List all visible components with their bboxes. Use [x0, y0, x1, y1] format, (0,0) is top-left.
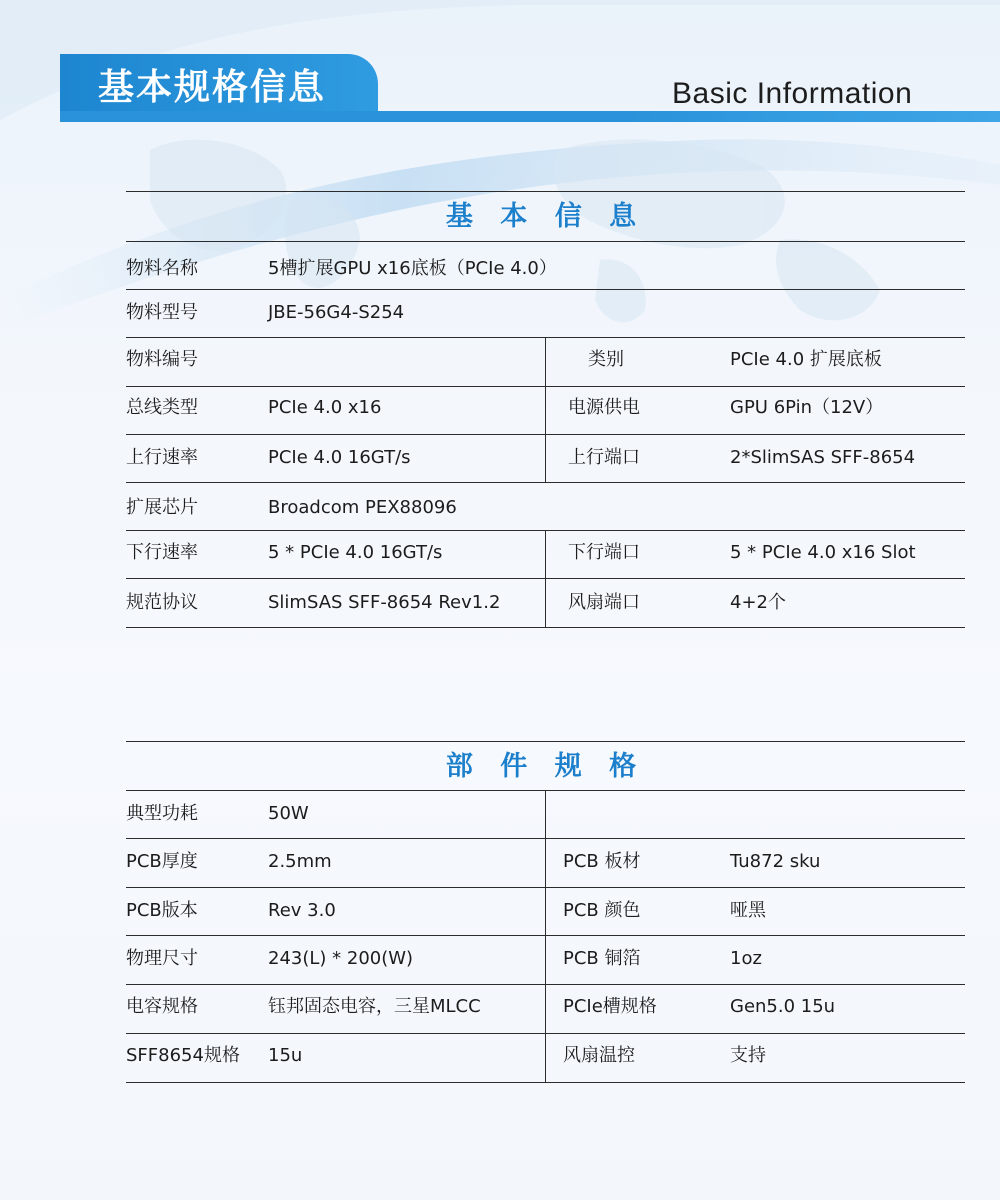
- row-label: 扩展芯片: [126, 497, 198, 518]
- row-value-2: Tu872 sku: [730, 851, 821, 872]
- row-value: 5 * PCIe 4.0 16GT/s: [268, 542, 443, 563]
- row-label: SFF8654规格: [126, 1045, 240, 1066]
- row-label-2: 风扇端口: [568, 592, 640, 613]
- row-value: 243(L) * 200(W): [268, 948, 414, 969]
- row-value: Rev 3.0: [268, 900, 336, 921]
- row-label-2: 类别: [588, 349, 624, 370]
- row-label: 电容规格: [126, 996, 198, 1017]
- page-title-cn: 基本规格信息: [98, 67, 327, 108]
- row-value-2: 2*SlimSAS SFF-8654: [730, 447, 916, 468]
- row-value-2: PCIe 4.0 扩展底板: [730, 349, 882, 370]
- row-value-2: 1oz: [730, 948, 762, 969]
- row-value-2: GPU 6Pin（12V）: [730, 397, 884, 418]
- row-label-2: 风扇温控: [563, 1045, 635, 1066]
- table-rule: [126, 741, 965, 742]
- row-label: 下行速率: [126, 542, 198, 563]
- table-rule: [126, 191, 965, 192]
- parts-section-title: 部 件 规 格: [445, 751, 646, 782]
- row-value: 50W: [268, 803, 309, 824]
- row-value-2: Gen5.0 15u: [730, 996, 836, 1017]
- row-label: 物料名称: [126, 258, 198, 279]
- row-value-2: 5 * PCIe 4.0 x16 Slot: [730, 542, 916, 563]
- column-divider: [545, 790, 546, 1082]
- row-label-2: 下行端口: [568, 542, 640, 563]
- row-value: PCIe 4.0 16GT/s: [268, 447, 411, 468]
- row-value: JBE-56G4-S254: [268, 302, 405, 323]
- row-label: PCB版本: [126, 900, 198, 921]
- table-rule: [126, 289, 965, 290]
- column-divider: [545, 530, 546, 627]
- row-value: Broadcom PEX88096: [268, 497, 457, 518]
- row-label: 上行速率: [126, 447, 198, 468]
- row-label-2: PCB 板材: [563, 851, 641, 872]
- row-label: PCB厚度: [126, 851, 198, 872]
- row-label-2: PCB 颜色: [563, 900, 641, 921]
- row-label: 物料编号: [126, 349, 198, 370]
- row-label: 总线类型: [126, 397, 198, 418]
- table-rule: [126, 627, 965, 628]
- row-value: 2.5mm: [268, 851, 332, 872]
- row-value: 钰邦固态电容，三星MLCC: [268, 996, 481, 1017]
- row-label: 规范协议: [126, 592, 198, 613]
- basic-section-title: 基 本 信 息: [445, 201, 646, 232]
- page-title-en: Basic Information: [672, 77, 913, 110]
- row-value: 5槽扩展GPU x16底板（PCIe 4.0）: [268, 258, 557, 279]
- row-value-2: 4+2个: [730, 592, 786, 613]
- row-value-2: 支持: [730, 1045, 766, 1066]
- row-label-2: 电源供电: [568, 397, 640, 418]
- row-value: SlimSAS SFF-8654 Rev1.2: [268, 592, 501, 613]
- row-label: 物料型号: [126, 302, 198, 323]
- table-rule: [126, 1082, 965, 1083]
- column-divider: [545, 337, 546, 482]
- row-label-2: PCB 铜箔: [563, 948, 641, 969]
- table-rule: [126, 241, 965, 242]
- row-label: 典型功耗: [126, 803, 198, 824]
- table-rule: [126, 482, 965, 483]
- row-value: 15u: [268, 1045, 303, 1066]
- row-value-2: 哑黑: [730, 900, 766, 921]
- row-label-2: 上行端口: [568, 447, 640, 468]
- row-value: PCIe 4.0 x16: [268, 397, 382, 418]
- row-label-2: PCIe槽规格: [563, 996, 657, 1017]
- row-label: 物理尺寸: [126, 948, 198, 969]
